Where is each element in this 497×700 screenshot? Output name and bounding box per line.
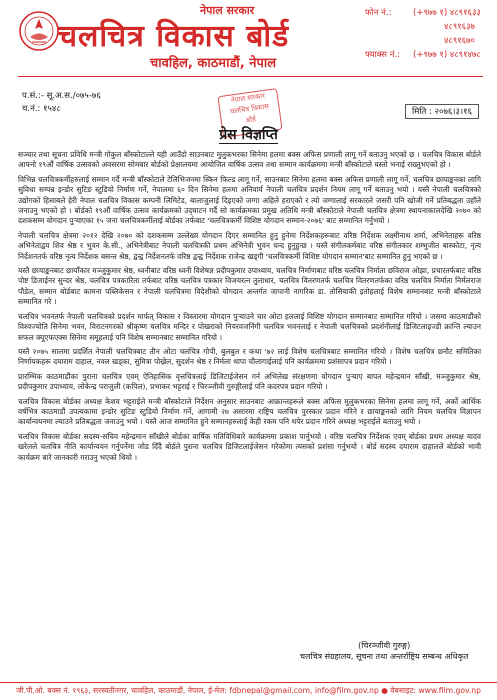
government-name: नेपाल सरकार: [200, 4, 255, 17]
document-title: [0, 125, 497, 144]
letter-date: मिति : २०७६।३।१६: [405, 104, 479, 119]
paragraph: प्रारम्भिक काठमाडौंका पुराना चलचित्र एवम् ऐतिहासिक वृत्तचित्रलाई डिजिटाईजेसन गर्न अभिलेख संरक्षणमा योगदान पुऱ्याए बापत महेन्द्रमान साँखी, मञ्जुकुमार श्रेष्ठ, प्रदीपकुमार उपाध्याय, लोकेन्द्र पराजुली (कपिल), प्रभाकर भट्टराई र चिरञ्जीवी गुरुङ्गीलाई पनि कदरपत्र प्रदान गरियो ।: [18, 371, 481, 392]
reference-number: प.सं.:- सू.अ.स./०७५-७६: [22, 91, 101, 101]
phone-number-3: ४८९१६७०: [444, 36, 475, 46]
signatory-name: (चिरञ्जीवी गुरुङ्ग): [358, 641, 411, 650]
press-release-title: प्रेस विज्ञप्ति: [219, 127, 278, 143]
phone-number-1: (+९७७ १) ४८९१६३३: [413, 8, 481, 18]
letterhead: [0, 0, 497, 84]
footer-contact: जी.पी.ओ. बक्स नं. १९६३, सरस्वतीनगर, चावहिल, काठमाडौं, नेपाल, ई-मेल: fdbnepal@gmail.com, info@film.gov.np ● वेबसाइट: www.film.gov.np: [16, 686, 481, 695]
stamp-line-2: चलचित्र विकास: [229, 102, 270, 116]
paragraph: यस्तै २०७५ सालमा प्रदर्शित नेपाली चलचित्रबाट तीन ओटा चलचित्र गोपी, बुलबुल र कथा '७२ लाई विशेष चलचित्रबाट सम्मानित गरियो । विशेष चलचित्र छनौट समितिका निर्णायकहरू दयाराम दाहाल, नवल खड्का, सुमित्रा पोख्रेल, सुदर्शन श्रेष्ठ र निर्मला थापा चौलागाईलाई पनि कार्यक्रममा प्रशंसापत्र प्रदान गरियो ।: [18, 346, 481, 367]
nepal-emblem-icon: [18, 10, 60, 52]
phone-label: फोन नं.:: [365, 8, 392, 18]
board-location: चावहिल, काठमाडौं, नेपाल: [150, 56, 277, 71]
header-divider: [18, 76, 483, 77]
letter-body: [18, 150, 481, 467]
paragraph: यस्तै छायाङ्कनबाट छायाँकार मञ्जुकुमार श्रेष्ठ, ध्वनीबाट वरिष्ठ ध्वनी विशेषज्ञ प्रदीपकुमार उपाध्याय, चलचित्र निर्माणबाट वरिष्ठ चलचित्र निर्माता छविराज ओझा, प्रचारतर्फबाट वरिष्ठ पोष्ट डिजाईनर सुन्दर श्रेष्ठ, चलचित्र पत्रकारिता तर्फबाट वरिष्ठ चलचित्र पत्रकार विजयरत्न तुलाधार, चलचित्र वितरणतर्फ चलचित्र वितरणतर्फका वरिष्ठ चलचित्र निर्माता निर्मलराज पौडेल, सम्मान बोर्डबाट कामना पब्लिकेसन र नेपाली चलचित्रमा विदेशीको योगदान अन्तर्गत जापानी नागरिक डा. तोसियाकी इतोहलाई विशेष सम्मानबाट मन्त्री बाँस्कोटाले सम्मानित गरे ।: [18, 266, 481, 307]
stamp-line-3: बोर्ड: [245, 115, 257, 125]
fax-row: [365, 48, 481, 62]
paragraph: सञ्चार तथा सूचना प्रविधि मन्त्री गोकुल बाँस्कोटाल्ले यही आउँदो साउनबाट मुलुकभरका सिनेमा हलमा बक्स अफिस प्रणाली लागू गर्ने बताउनु भएको छ । चलचित्र विकास बोर्डले आफ्नो १९औं वार्षिक उत्सवको अवसरमा सोमबार बोर्डको प्रेक्षालयमा आयोजित वार्षिक उत्सव तथा सम्मान कार्यक्रममा मन्त्री बाँस्कोटाले यस्तो भनाई राख्नुभएको हो ।: [18, 150, 481, 170]
stamp-line-1: नेपाल सरकार: [230, 91, 266, 105]
signatory-role: चलचित्र संग्रहालय, सूचना तथा अन्तर्राष्ट्रिय सम्बन्ध अधिकृत: [300, 652, 469, 661]
dispatch-number: च.नं.: १५४८: [22, 104, 61, 114]
reference-block: [22, 90, 101, 116]
phone-row: [365, 6, 481, 20]
signature-block: [300, 640, 468, 662]
fax-label: फ्याक्स नं.:: [365, 50, 401, 60]
paragraph: नेपाली चलचित्र क्षेत्रमा २०१२ देखि २०७० को दशकसम्म उल्लेख्य योगदान दिएर सम्मानित हुनु हुनेमा निर्देशकहरूबाट वरिष्ठ निर्देशक लक्ष्मीनाथ शर्मा, अभिनेताहरू वरिष्ठ अभिनेताद्वय शिव श्रेष्ठ र भुवन के.सी., अभिनेत्रीबाट नेपाली चलचित्रकी प्रथम अभिनेत्री भुवन चन्द हुनुहुन्छ । यस्तै संगीतकर्मबाट वरिष्ठ संगीतकार शम्भुजीत बास्कोटा, नृत्य निर्देशनतर्फ वरिष्ठ नृत्य निर्देशक बसन्त श्रेष्ठ, द्वन्द्व निर्देशनतर्फ वरिष्ठ द्वन्द्व निर्देशक राजेन्द्र खड्गी 'चलचित्रकर्मी विशिष्ट योगदान सम्मान'बाट सम्मानित हुनु भएको छ ।: [18, 230, 481, 261]
footer-divider: [0, 682, 497, 683]
paragraph: चलचित्र भवनतर्फ नेपाली चलचित्रको प्रदर्शन मार्फत् विकास र विस्तारमा योगदान पुऱ्याउने चार ओटा हललाई विशिष्ट योगदान सम्मानबाट सम्मानित गरियो । जसमा काठमाडौंको विश्वज्योति सिनेमा भवन, विराटनगरको श्रीकृष्ण चलचित्र मन्दिर र पोखराको नियरवजनिंगी चलचित्र भवनलाई र नेपाली चलचित्रको प्रदर्शनीलाई डिजिटलाइज्डी क्रान्ति ल्याउन सफल क्यूएफएक्स सिनेमा समूहलाई पनि विशेष सम्मानबाट सम्मानित गरियो ।: [18, 311, 481, 342]
paragraph: चलचित्र विकास बोर्डका अध्यक्ष केशव भट्टराईले मन्त्री बाँस्कोटाले निर्देशन अनुसार साउनबाट आक्रान्तहरूले बक्स अफिस मुलुकभरका सिनेमा हलमा लागू गर्ने, अर्को आर्थिक वर्षभित्र काठमाडौं उपत्यकामा इन्डोर सुटिङ स्टुडियो निर्माण गर्ने, आगामी २७ असारमा राष्ट्रिय चलचित्र पुरस्कार प्रदान गरिने र छायाङ्कनको लागि नियम चलचित्र विज्ञापन कार्यान्वयनमा ल्याउने प्रतिबद्धता जनाउनु भयो । यस्तै आज सम्मानित हुने सम्मानहरुलाई केही रकम पनि थपेर प्रदान गरिने अध्यक्ष भट्टराईले बताउनु भयो ।: [18, 396, 481, 427]
contact-block: [365, 6, 481, 62]
fax-number: (+९७७ १) ४८९१४७८: [413, 50, 481, 60]
phone-row-2: [365, 20, 481, 34]
board-name: चलचित्र विकास बोर्ड: [58, 19, 290, 54]
paragraph: विभिन्न चलचित्रकर्मीहरुलाई सम्मान गर्दै मन्त्री बाँस्कोटाले टेलिभिजनमा स्किन फिल्ड लागू गर्ने, साउनबाट सिनेमा हलमा बक्स अफिस प्रणाली लागू गर्ने, चलचित्र छायाङ्कनका लागि सुविधा सम्पन्न इन्डोर सुटिङ स्टुडियो निर्माण गर्ने, नेपालमा ६० दिन सिनेमा हलमा अनिवार्य नेपाली चलचित्र प्रदर्शन नियम लागू गर्ने बताउनु भयो । यस्तै नेपाली चलचित्रको उद्योगको हिसाबले हेरी नेपाल चलचित्र विकास कम्पनी लिमिटेड, बालाजुलाई दिइएको जग्गा अहिले हराएको र त्यो जग्गालाई सरकारले जसरी पनि खोजी गर्ने प्रतिबद्धता उहाँले जनाउनु भएको हो । बोर्डको १९औं वार्षिक उत्सव कार्यक्रमको उद्‌घाटन गर्दै सो कार्यक्रमका प्रमुख अतिथि मन्त्री बाँस्कोटाले नेपाली चलचित्र क्षेत्रमा स्थापनाकालदेखि २०७० को दशकसम्म योगदान पुऱ्याएका १५ जना चलचित्रकर्मीलाई बोर्डका तर्फबाट 'चलचित्रकर्मी विशिष्ट योगदान सम्मान-२०७६' बाट सम्मानित गर्नुभयो ।: [18, 174, 481, 226]
phone-row-3: [365, 34, 481, 48]
phone-number-2: ४८९१६३७: [444, 22, 475, 32]
paragraph: चलचित्र विकास बोर्डका सदस्य-सचिव महेन्द्रमान साँखीले बोर्डका वार्षिक गतिविधिबारे कार्यक्रममा प्रकाश पार्नुभयो । वरिष्ठ चलचित्र निर्देशक एवम् बोर्डका प्रथम अध्यक्ष यादव खरेलले चलचित्र नीति कार्यान्वयन गर्नुपर्नेमा जोड दिँदै बोर्डले पुराना चलचित्र डिजिटलाईजेसन गरेकोमा त्यसको प्रशंसा गर्नुभयो । बोर्ड सदस्य दयाराम दाहालले बोर्डको भावी कार्यक्रम बारे जानकारी गराउनु भएको थियो ।: [18, 431, 481, 462]
